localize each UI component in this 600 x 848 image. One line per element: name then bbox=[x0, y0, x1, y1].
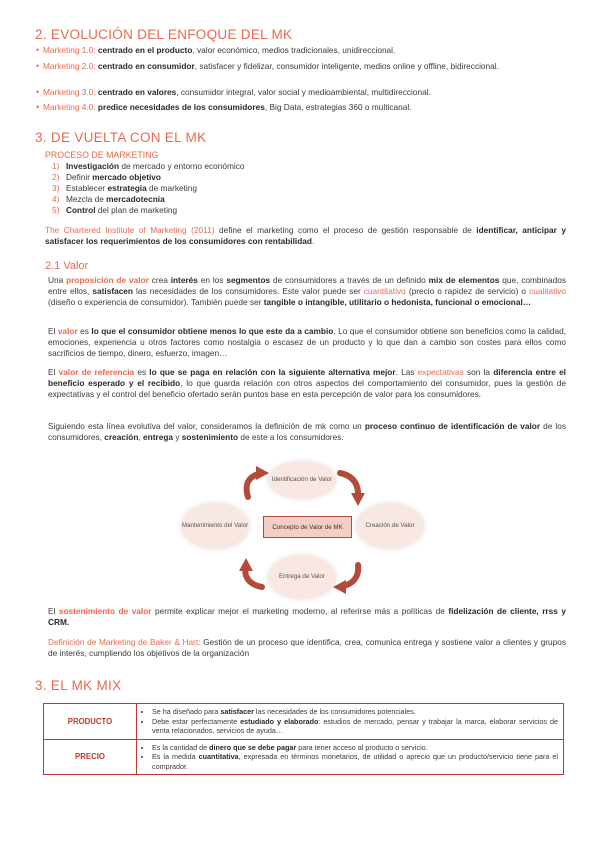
process-title: PROCESO DE MARKETING bbox=[45, 150, 159, 160]
list-item: • Es la cantidad de dinero que se debe pagar para tener acceso al producto o servicio. bbox=[152, 743, 558, 753]
table-row bbox=[44, 704, 564, 740]
bullet-icon: • bbox=[36, 45, 40, 55]
paragraph-baker-hart: Definición de Marketing de Baker & Hart: Gestión de un proceso que identifica, crea, comunica entrega y sostiene valor a clientes y grupos de interés, cumpliendo los objetivos de la organización bbox=[48, 637, 566, 658]
arrowhead-icon bbox=[351, 493, 365, 506]
diagram-node-creacion: Creación de Valor bbox=[356, 503, 424, 549]
subsection-title-valor: 2.1 Valor bbox=[45, 260, 89, 272]
list-item: 2) Definir mercado objetivo bbox=[52, 172, 161, 182]
paragraph-sostenimiento: El sostenimiento de valor permite explicar mejor el marketing moderno, al referirse más a políticas de fidelización de cliente, rrss y CRM. bbox=[48, 606, 566, 627]
list-item: 5) Control del plan de marketing bbox=[52, 205, 178, 215]
diagram-node-entrega: Entrega de Valor bbox=[268, 555, 336, 599]
list-item: • Debe estar perfectamente estudiado y elaborado: estudios de mercado, pensar y trabajar la marca, elaborar servicios de venta relacionados, servicios de ayuda… bbox=[152, 717, 558, 736]
list-item: 4) Mezcla de mercadotecnia bbox=[52, 194, 165, 204]
list-item: 3) Establecer estrategia de marketing bbox=[52, 183, 197, 193]
row-label: PRODUCTO bbox=[44, 704, 137, 740]
diagram-node-mantenimiento: Mantenimiento del Valor bbox=[181, 503, 249, 549]
list-item: • Marketing 1.0: centrado en el producto, valor económico, medios tradicionales, unidireccional. bbox=[36, 45, 396, 55]
arrowhead-icon bbox=[239, 558, 253, 571]
row-content bbox=[137, 704, 564, 740]
bullet-icon: • bbox=[36, 61, 40, 71]
list-item: • Marketing 2.0: centrado en consumidor, satisfacer y fidelizar, consumidor inteligente, medios online y offline, bidireccional. bbox=[36, 61, 499, 71]
row-label: PRECIO bbox=[44, 739, 137, 775]
diagram-center-concept: Concepto de Valor de MK bbox=[263, 516, 352, 538]
cim-definition: The Chartered Institute of Marketing (2011) define el marketing como el proceso de gestión responsable de identificar, anticipar y satisfacer los requerimientos de los consumidores con rentabilidad. bbox=[45, 225, 566, 246]
section-title-mk-mix: 3. EL MK MIX bbox=[35, 678, 122, 693]
list-item: • Se ha diseñado para satisfacer las necesidades de los consumidores potenciales. bbox=[152, 707, 558, 717]
list-item: • Marketing 4.0: predice necesidades de los consumidores, Big Data, estrategias 360 o multicanal. bbox=[36, 102, 412, 112]
list-item: • Marketing 3.0: centrado en valores, consumidor integral, valor social y medioambiental, multidireccional. bbox=[36, 87, 431, 97]
paragraph-valor: El valor es lo que el consumidor obtiene menos lo que este da a cambio. Lo que el consumidor obtiene son beneficios como la calidad, emociones, experiencia u otros factores como nostalgia o escasez de un producto y lo que dan a cambio son costes para ellos como sacrificios de tiempo, dinero, esfuerzo, imagen… bbox=[48, 326, 567, 358]
paragraph-definicion-mk: Siguiendo esta línea evolutiva del valor, consideramos la definición de mk como un proceso continuo de identificación de valor de los consumidores, creación, entrega y sostenimiento de este a los consumidores. bbox=[48, 421, 566, 442]
paragraph-proposicion: Una proposición de valor crea interés en los segmentos de consumidores a través de un definido mix de elementos que, combinados entre ellos, satisfacen las necesidades de los consumidores. Este valor puede ser cuantitativo (precio o rapidez de servicio) o cualitativo (diseño o experiencia de consumidor). También puede ser tangible o intangible, utilitario o hedonista, funcional o emocional… bbox=[48, 275, 567, 307]
bullet-icon: • bbox=[36, 87, 40, 97]
diagram-node-identificacion: Identificación de Valor bbox=[268, 461, 336, 499]
section-title-de-vuelta: 3. DE VUELTA CON EL MK bbox=[35, 130, 207, 145]
list-item: • Es la medida cuantitativa, expresada en términos monetarios, de utilidad o aprecio que un producto/servicio tiene para el comprador. bbox=[152, 752, 558, 771]
mk-mix-table bbox=[43, 703, 564, 775]
section-title-evolucion: 2. EVOLUCIÓN DEL ENFOQUE DEL MK bbox=[35, 27, 293, 42]
paragraph-valor-referencia: El valor de referencia es lo que se paga en relación con la siguiente alternativa mejor. Las expectativas son la diferencia entre el beneficio esperado y el recibido, lo que guarda relación con otros aspectos del comportamiento del consumidor, pues la gestión de expectativas y el control del beneficio ofertado serán puntos base en esta percepción de valor para los consumidores. bbox=[48, 367, 566, 399]
bullet-icon: • bbox=[36, 102, 40, 112]
arrowhead-icon bbox=[256, 466, 269, 480]
row-content bbox=[137, 739, 564, 775]
table-row bbox=[44, 739, 564, 775]
list-item: 1) Investigación de mercado y entorno económico bbox=[52, 161, 245, 171]
